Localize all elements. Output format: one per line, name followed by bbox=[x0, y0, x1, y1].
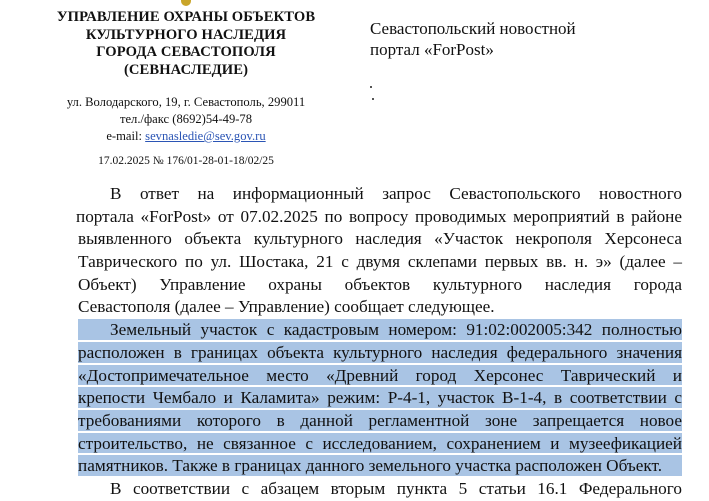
highlighted-line[interactable]: требованиями которого в данной регламентной зоне запрещается новое bbox=[78, 410, 682, 430]
letter-body bbox=[78, 183, 682, 501]
org-line: ГОРОДА СЕВАСТОПОЛЯ bbox=[96, 44, 276, 60]
highlighted-line[interactable]: «Достопримечательное место «Древний город Херсонес Таврический и bbox=[78, 365, 682, 385]
text-line: Севастополя (далее – Управление) сообщает следующее. bbox=[78, 297, 495, 317]
email-row bbox=[40, 128, 332, 145]
stray-dot bbox=[370, 86, 372, 88]
text-line: портала «ForPost» от 07.02.2025 по вопросу проводимых мероприятий в районе bbox=[76, 206, 682, 226]
highlighted-line[interactable]: Земельный участок с кадастровым номером: 91:02:002005:342 полностью bbox=[78, 319, 682, 340]
highlighted-line[interactable]: памятников. Также в границах данного земельного участка расположен Объект. bbox=[78, 455, 682, 476]
org-line: УПРАВЛЕНИЕ ОХРАНЫ ОБЪЕКТОВ bbox=[56, 9, 316, 25]
recipient-line: портал «ForPost» bbox=[370, 40, 494, 59]
emblem-icon bbox=[181, 0, 191, 6]
registration-number: 17.02.2025 № 176/01-28-01-18/02/25 bbox=[98, 155, 274, 167]
stray-dot bbox=[372, 98, 374, 100]
email-link[interactable]: sevnasledie@sev.gov.ru bbox=[145, 129, 266, 143]
highlighted-line[interactable]: строительство, не связанное с исследованием, сохранением и музеефикацией bbox=[78, 433, 682, 453]
text-line: выявленного объекта культурного наследия «Участок некрополя Херсонеса bbox=[78, 229, 682, 249]
organization-name bbox=[38, 9, 334, 79]
highlighted-line[interactable]: крепости Чембало и Каламита» режим: Р-4-1, участок В-1-4, в соответствии с bbox=[78, 388, 682, 408]
text-line: В ответ на информационный запрос Севастопольского новостного bbox=[110, 184, 682, 203]
phone: тел./факс (8692)54-49-78 bbox=[119, 112, 253, 126]
email-label: e-mail: bbox=[106, 129, 146, 143]
recipient-line: Севастопольский новостной bbox=[370, 19, 576, 38]
highlighted-line[interactable]: расположен в границах объекта культурного наследия федерального значения bbox=[78, 342, 682, 362]
recipient-block bbox=[370, 18, 670, 60]
contact-block bbox=[40, 94, 332, 145]
text-line: Таврического по ул. Шостака, 21 с двумя склепами первых вв. н. э» (далее – bbox=[78, 252, 682, 272]
text-line: В соответствии с абзацем вторым пункта 5 статьи 16.1 Федерального bbox=[110, 478, 682, 498]
text-line: Объект) Управление охраны объектов культурного наследия города bbox=[78, 274, 682, 294]
address: ул. Володарского, 19, г. Севастополь, 299011 bbox=[66, 95, 306, 109]
org-line: КУЛЬТУРНОГО НАСЛЕДИЯ bbox=[85, 26, 287, 43]
org-line: (СЕВНАСЛЕДИЕ) bbox=[123, 61, 249, 78]
